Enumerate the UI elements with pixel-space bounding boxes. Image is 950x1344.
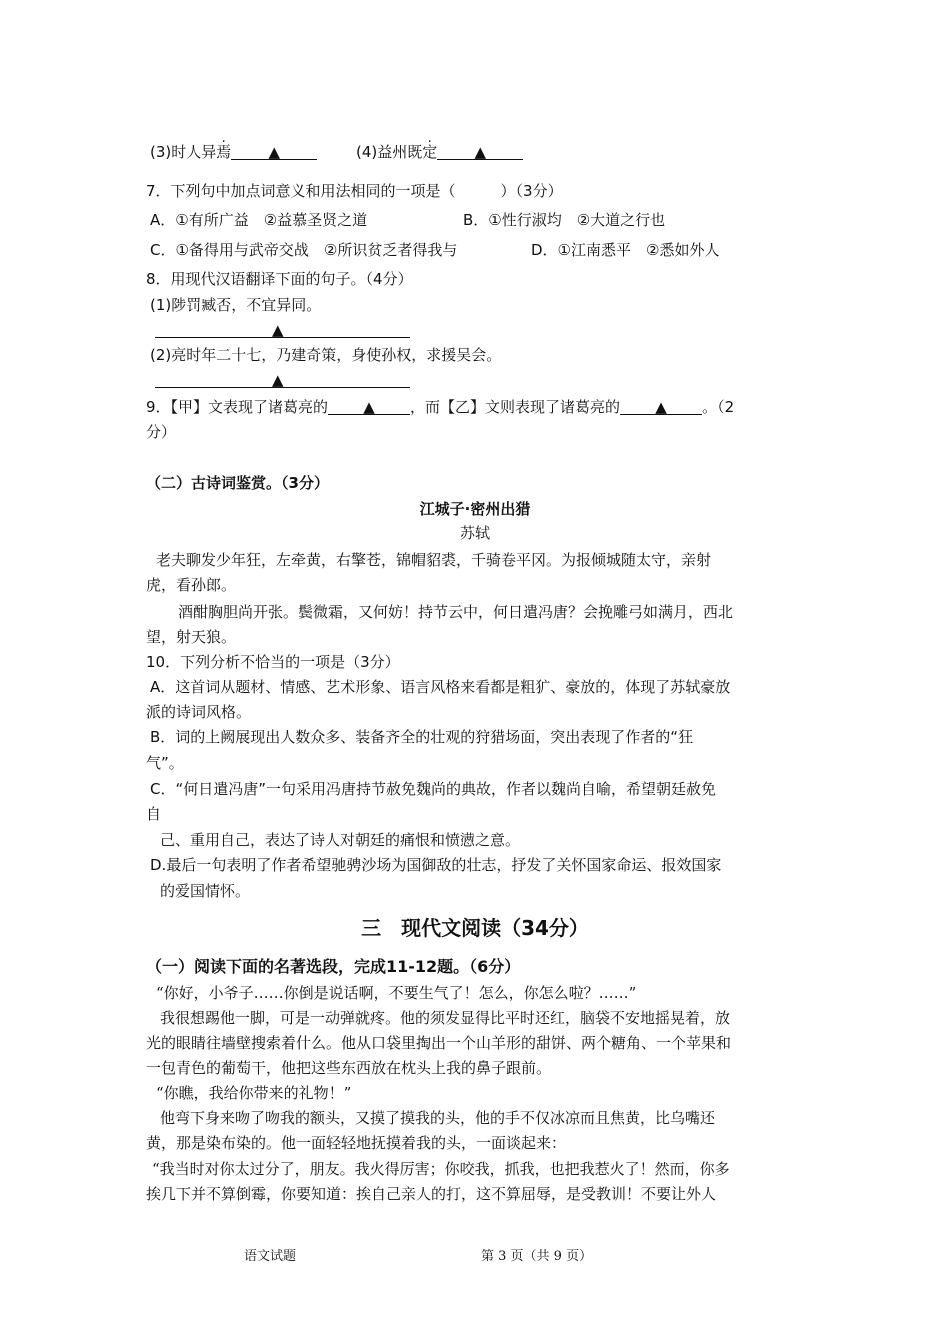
q7-option-b: B．①性行淑均 ②大道之行也 bbox=[463, 211, 666, 229]
triangle-marker-icon: ▲ bbox=[655, 398, 667, 416]
triangle-marker-icon: ▲ bbox=[474, 143, 487, 161]
footer-page-number: 第 3 页（共 9 页） bbox=[481, 1249, 593, 1264]
answer-blank[interactable] bbox=[328, 396, 410, 415]
triangle-marker-icon: ▲ bbox=[272, 371, 284, 389]
q7-option-a: A．①有所广益 ②益慕圣贤之道 bbox=[150, 211, 368, 229]
passage-line: 黄，那是染布染的。他一面轻轻地抚摸着我的头，一面谈起来： bbox=[146, 1134, 567, 1152]
passage-line: 我很想踢他一脚，可是一动弹就疼。他的须发显得比平时还红，脑袋不安地摇晃着，放 bbox=[160, 1009, 731, 1027]
section-3-sub-heading: （一）阅读下面的名著选段，完成11-12题。（6分） bbox=[146, 957, 521, 976]
q9-part-3: 。（2 bbox=[702, 398, 735, 416]
answer-blank[interactable] bbox=[620, 396, 702, 415]
q9-stem bbox=[146, 396, 734, 418]
q8-sentence-2: (2)亮时年二十七，乃建奇策，身使孙权，求援吴会。 bbox=[150, 346, 502, 364]
q6-item-4-dotted-char: 定 bbox=[422, 143, 438, 161]
q10-option-c-line-1: C．“何日遣冯唐”一句采用冯唐持节赦免魏尚的典故，作者以魏尚自喻，希望朝廷赦免 bbox=[150, 780, 717, 798]
q10-option-c-line-2: 自 bbox=[146, 805, 162, 823]
passage-line: “我当时对你太过分了，朋友。我火得厉害；你咬我，抓我，也把我惹火了！然而，你多 bbox=[152, 1160, 730, 1178]
q10-option-c-line-3: 己、重用自己，表达了诗人对朝廷的痛恨和愤懑之意。 bbox=[160, 831, 521, 849]
poem-stanza-2-line-2: 望，射天狼。 bbox=[146, 628, 237, 646]
passage-line: “你瞧，我给你带来的礼物！” bbox=[156, 1084, 352, 1102]
q7-stem: 7．下列句中加点词意义和用法相同的一项是（ ）（3分） bbox=[146, 182, 563, 200]
footer-subject: 语文试题 bbox=[244, 1249, 297, 1264]
q10-option-a-line-1: A．这首词从题材、情感、艺术形象、语言风格来看都是粗犷、豪放的，体现了苏轼豪放 bbox=[150, 678, 731, 696]
passage-line: 他弯下身来吻了吻我的额头，又摸了摸我的头，他的手不仅冰凉而且焦黄，比乌嘴还 bbox=[160, 1109, 716, 1127]
q10-option-b-line-1: B．词的上阙展现出人数众多、装备齐全的壮观的狩猎场面，突出表现了作者的“狂 bbox=[150, 728, 694, 746]
passage-line: 光的眼睛往墙壁搜索着什么。他从口袋里掏出一个山羊形的甜饼、两个糖角、一个苹果和 bbox=[146, 1034, 732, 1052]
triangle-marker-icon: ▲ bbox=[363, 398, 375, 416]
q6-item-4-label: (4)益州既 bbox=[356, 143, 423, 161]
q10-option-b-line-2: 气”。 bbox=[146, 754, 184, 772]
q9-part-2: ，而【乙】文则表现了诸葛亮的 bbox=[410, 398, 621, 416]
q10-stem: 10．下列分析不恰当的一项是（3分） bbox=[146, 653, 400, 671]
answer-blank[interactable] bbox=[437, 141, 523, 160]
triangle-marker-icon: ▲ bbox=[268, 143, 281, 161]
q7-option-d: D．①江南悉平 ②悉如外人 bbox=[531, 241, 720, 259]
poem-title: 江城子·密州出猎 bbox=[419, 500, 531, 518]
passage-line: 一包青色的葡萄干，他把这些东西放在枕头上我的鼻子跟前。 bbox=[146, 1059, 552, 1077]
poem-stanza-2-line-1: 酒酣胸胆尚开张。鬓微霜，又何妨！持节云中，何日遣冯唐？会挽雕弓如满月，西北 bbox=[178, 603, 734, 621]
triangle-marker-icon: ▲ bbox=[272, 321, 284, 339]
q10-option-a-line-2: 派的诗词风格。 bbox=[146, 703, 252, 721]
section-3-heading: 三 现代文阅读（34分） bbox=[361, 916, 589, 940]
section-2-heading: （二）古诗词鉴赏。（3分） bbox=[146, 474, 329, 492]
q7-option-c: C．①备得用与武帝交战 ②所识贫乏者得我与 bbox=[150, 241, 458, 259]
q10-option-d-line-2: 的爱国情怀。 bbox=[160, 882, 251, 900]
q6-item-3-dotted-char: 焉 bbox=[216, 143, 232, 161]
q9-line-2: 分） bbox=[146, 423, 177, 441]
q8-stem: 8．用现代汉语翻译下面的句子。（4分） bbox=[146, 270, 413, 288]
passage-line: 挨几下并不算倒霉，你要知道：挨自己亲人的打，这不算屈辱，是受教训！不要让外人 bbox=[146, 1185, 717, 1203]
q9-part-1: 9．【甲】文表现了诸葛亮的 bbox=[146, 398, 329, 416]
q6-item-3 bbox=[150, 141, 317, 163]
passage-line: “你好，小爷子……你倒是说话啊，不要生气了！怎么，你怎么啦？……” bbox=[156, 984, 637, 1002]
q6-item-3-label: (3)时人异 bbox=[150, 143, 217, 161]
answer-blank[interactable] bbox=[231, 141, 317, 160]
poem-stanza-1-line-2: 虎，看孙郎。 bbox=[146, 576, 237, 594]
poem-author: 苏轼 bbox=[459, 524, 490, 542]
q8-sentence-1: (1)陟罚臧否，不宜异同。 bbox=[150, 296, 322, 314]
q10-option-d-line-1: D.最后一句表明了作者希望驰骋沙场为国御敌的壮志，抒发了关怀国家命运、报效国家 bbox=[150, 856, 722, 874]
poem-stanza-1-line-1: 老夫聊发少年狂，左牵黄，右擎苍，锦帽貂裘，千骑卷平冈。为报倾城随太守，亲射 bbox=[156, 551, 712, 569]
q6-item-4 bbox=[356, 141, 523, 163]
